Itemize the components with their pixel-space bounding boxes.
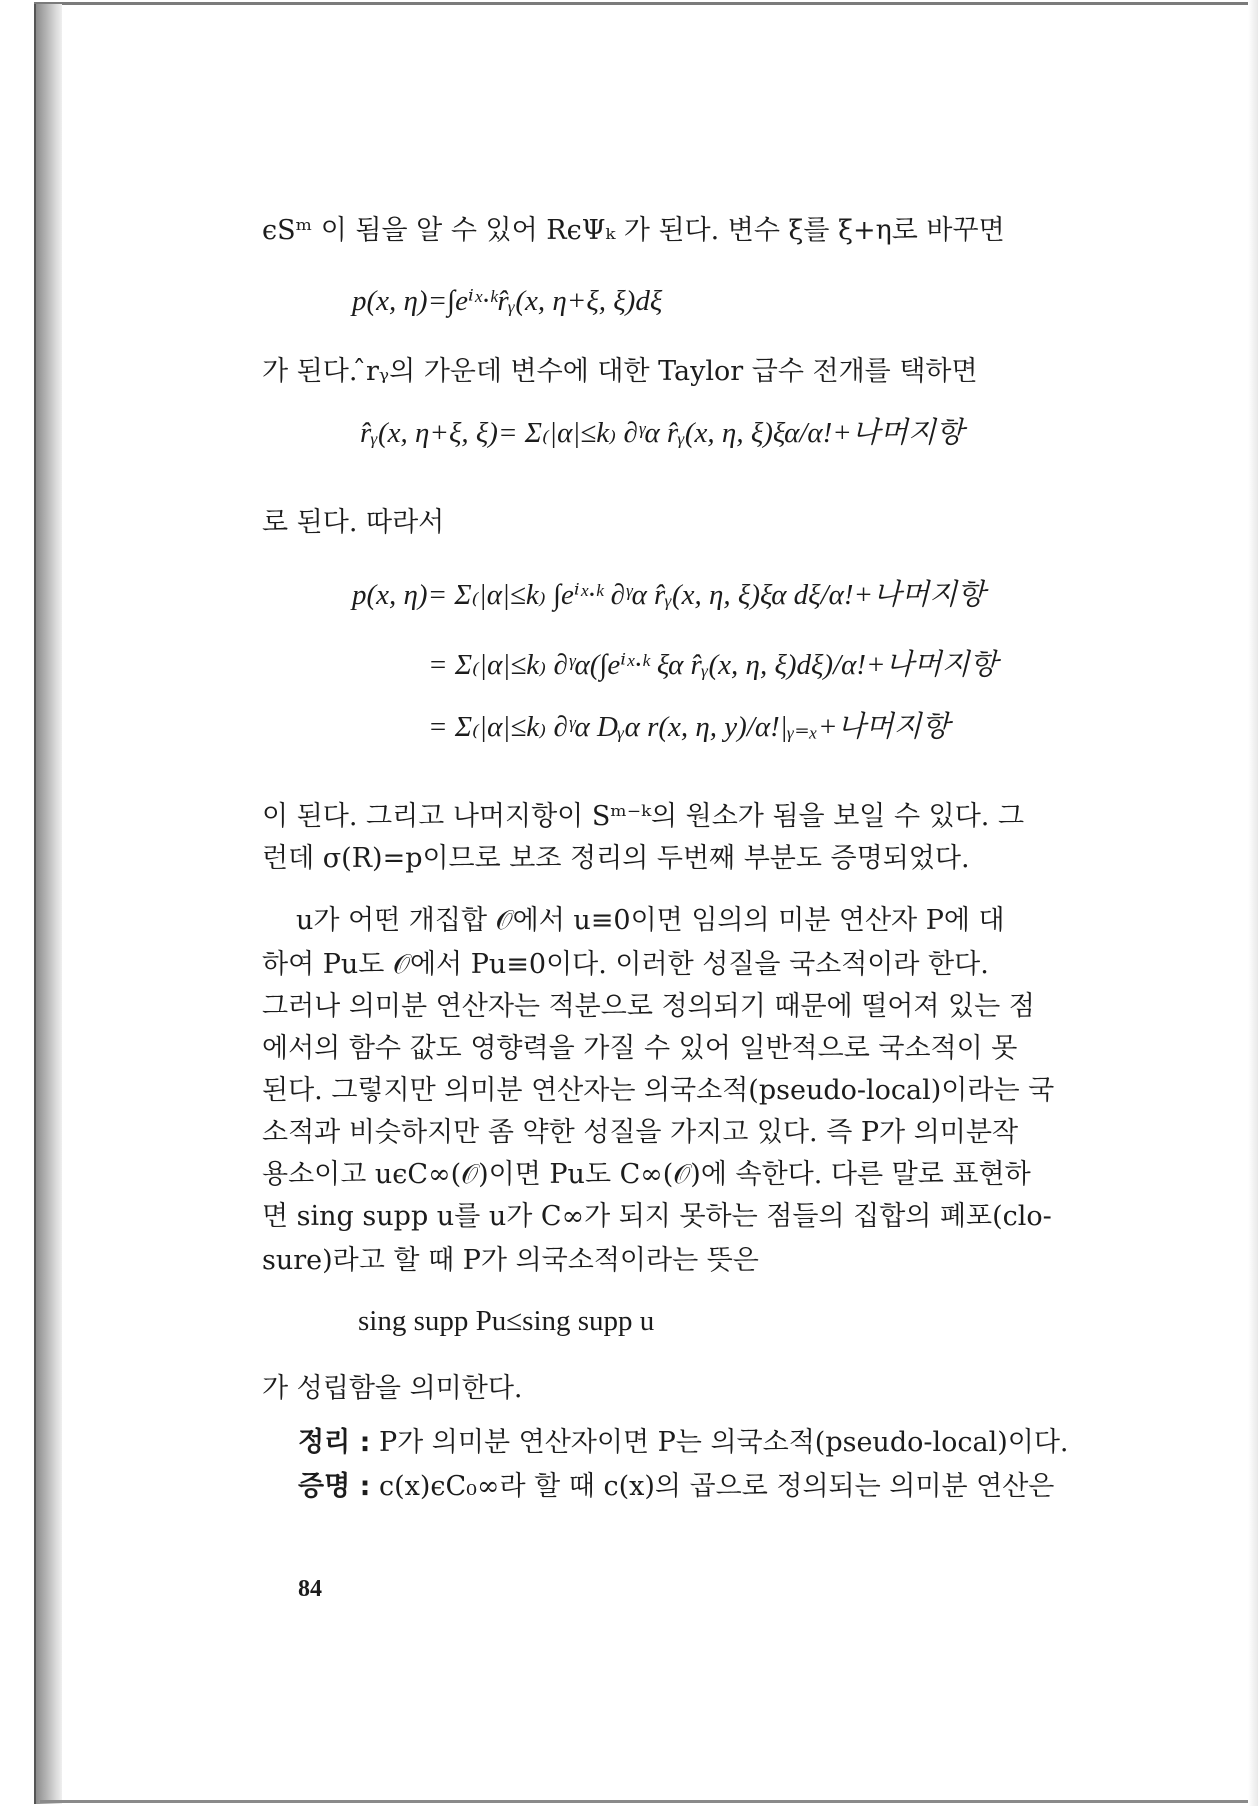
text-line: 이 된다. 그리고 나머지항이 Sᵐ⁻ᵏ의 원소가 됨을 보일 수 있다. 그 [262,801,1025,832]
equation-taylor: ̂rᵧ(x, η+ξ, ξ)= Σ₍|α|≤k₎ ∂ᵞα ̂rᵧ(x, η, ξ)ξα/α!+나머지항 [360,417,964,449]
proof-line [298,1470,1122,1504]
equation-sing-supp: sing supp Pu≤sing supp u [358,1305,655,1337]
paragraph-line: 그러나 의미분 연산자는 적분으로 정의되기 때문에 떨어져 있는 점 [262,991,1035,1022]
paragraph-line: 에서의 함수 값도 영향력을 가질 수 있어 일반적으로 국소적이 못 [262,1033,1018,1064]
paragraph-line: 소적과 비슷하지만 좀 약한 성질을 가지고 있다. 즉 P가 의미분작 [262,1117,1019,1148]
equation-p: p(x, η)=∫eⁱˣ·ᵏ̂rᵧ(x, η+ξ, ξ)dξ [352,285,663,317]
paragraph-line: 면 sing supp u를 u가 C∞가 되지 못하는 점들의 집합의 폐포(clo- [262,1201,1052,1232]
theorem-text: P가 의미분 연산자이면 P는 의국소적(pseudo-local)이다. [378,1427,1069,1458]
proof-label: 증명 : [298,1471,371,1502]
paragraph-line: sure)라고 할 때 P가 의국소적이라는 뜻은 [262,1245,759,1276]
equation-p-sum: p(x, η)= Σ₍|α|≤k₎ ∫eⁱˣ·ᵏ ∂ᵞα ̂rᵧ(x, η, ξ)ξα dξ/α!+나머지항 [352,579,986,611]
equation-p-sum-2: = Σ₍|α|≤k₎ ∂ᵞα(∫eⁱˣ·ᵏ ξα ̂rᵧ(x, η, ξ)dξ)/α!+나머지항 [428,649,998,681]
page-top-edge [34,2,1254,5]
proof-text: c(x)ϵC₀∞라 할 때 c(x)의 곱으로 정의되는 의미분 연산은 [378,1471,1055,1502]
equation-p-sum-3: = Σ₍|α|≤k₎ ∂ᵞα Dᵧα r(x, η, y)/α!|ᵧ₌ₓ+나머지항 [428,711,950,743]
page-right-edge [1248,0,1258,1806]
text-line: 가 된다. ̂rᵧ의 가운데 변수에 대한 Taylor 급수 전개를 택하면 [262,356,978,387]
text-line: ϵSᵐ 이 됨을 알 수 있어 RϵΨₖ 가 된다. 변수 ξ를 ξ+η로 바꾸면 [262,215,1005,246]
text-line: 가 성립함을 의미한다. [262,1373,523,1404]
page-bottom-edge [40,1800,1254,1803]
theorem-line [298,1426,1122,1460]
theorem-label: 정리 : [298,1427,371,1458]
paragraph-line: 된다. 그렇지만 의미분 연산자는 의국소적(pseudo-local)이라는 국 [262,1075,1055,1106]
text-line: 런데 σ(R)=p이므로 보조 정리의 두번째 부분도 증명되었다. [262,843,970,874]
book-spine [34,4,62,1804]
paragraph-line: 용소이고 uϵC∞(𝒪)이면 Pu도 C∞(𝒪)에 속한다. 다른 말로 표현하 [262,1159,1031,1190]
paragraph-line: u가 어떤 개집합 𝒪에서 u≡0이면 임의의 미분 연산자 P에 대 [296,905,1005,936]
page-number: 84 [298,1576,322,1602]
paragraph-line: 하여 Pu도 𝒪에서 Pu≡0이다. 이러한 성질을 국소적이라 한다. [262,949,989,980]
text-line: 로 된다. 따라서 [262,507,445,538]
